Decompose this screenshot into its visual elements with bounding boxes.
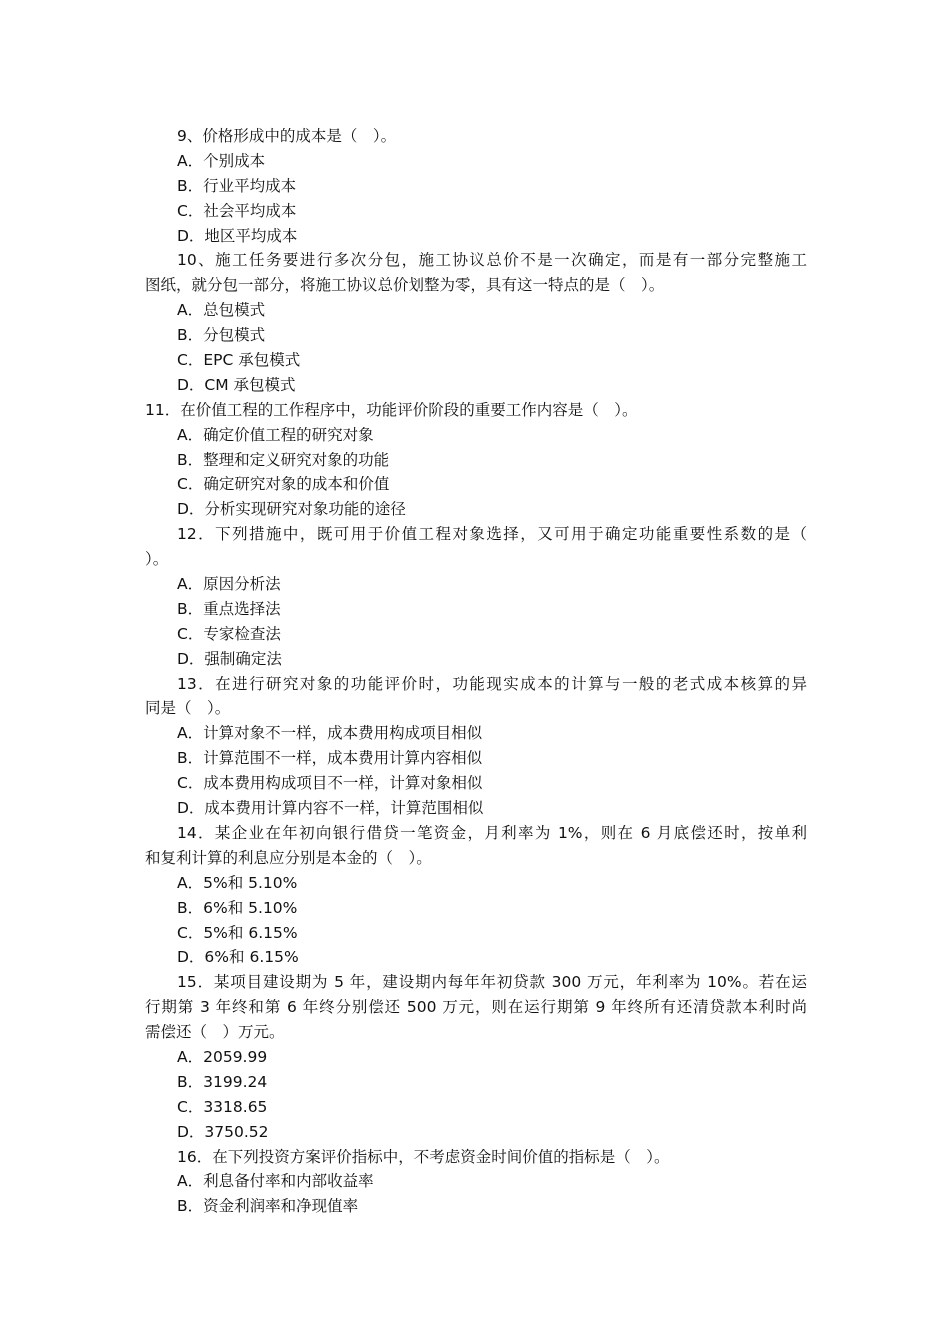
question-16-option-b: B．资金利润率和净现值率 xyxy=(177,1197,359,1216)
question-12-option-c: C．专家检查法 xyxy=(177,624,281,643)
question-12-option-a: A．原因分析法 xyxy=(177,575,281,594)
question-9-option-b: B．行业平均成本 xyxy=(177,176,297,195)
question-9-option-d: D．地区平均成本 xyxy=(177,226,298,245)
question-11-option-b: B．整理和定义研究对象的功能 xyxy=(177,450,390,469)
question-10-stem-line-1: 10、施工任务要进行多次分包，施工协议总价不是一次确定，而是有一部分完整施工 xyxy=(177,251,807,270)
question-10-option-a: A．总包模式 xyxy=(177,301,266,320)
question-14-stem-line-2: 和复利计算的利息应分别是本金的（ ）。 xyxy=(145,848,432,867)
question-15-option-a: A．2059.99 xyxy=(177,1047,268,1066)
question-15-stem-line-1: 15．某项目建设期为 5 年，建设期内每年年初贷款 300 万元，年利率为 10%。若在运 xyxy=(177,973,807,992)
question-14-option-d: D．6%和 6.15% xyxy=(177,948,299,967)
question-9-option-a: A．个别成本 xyxy=(177,151,266,170)
question-15-option-d: D．3750.52 xyxy=(177,1122,269,1141)
question-16-option-a: A．利息备付率和内部收益率 xyxy=(177,1172,374,1191)
question-11-option-a: A．确定价值工程的研究对象 xyxy=(177,425,374,444)
question-10-option-d: D．CM 承包模式 xyxy=(177,375,296,394)
question-13-stem-line-1: 13．在进行研究对象的功能评价时，功能现实成本的计算与一般的老式成本核算的异 xyxy=(177,674,807,693)
question-10-option-c: C．EPC 承包模式 xyxy=(177,351,301,370)
question-13-option-a: A．计算对象不一样，成本费用构成项目相似 xyxy=(177,724,483,743)
question-11-option-c: C．确定研究对象的成本和价值 xyxy=(177,475,390,494)
question-9-stem: 9、价格形成中的成本是（ ）。 xyxy=(177,127,397,145)
question-10-stem-line-2: 图纸，就分包一部分，将施工协议总价划整为零，具有这一特点的是（ ）。 xyxy=(145,276,665,295)
question-14-option-a: A．5%和 5.10% xyxy=(177,873,298,892)
question-16-stem: 16．在下列投资方案评价指标中，不考虑资金时间价值的指标是（ ）。 xyxy=(177,1147,670,1166)
question-13-stem-line-2: 同是（ ）。 xyxy=(145,699,231,718)
question-9-option-c: C．社会平均成本 xyxy=(177,201,297,220)
question-11-option-d: D．分析实现研究对象功能的途径 xyxy=(177,500,406,519)
question-15-option-b: B．3199.24 xyxy=(177,1072,268,1091)
question-13-option-d: D．成本费用计算内容不一样，计算范围相似 xyxy=(177,799,484,818)
question-11-stem: 11．在价值工程的工作程序中，功能评价阶段的重要工作内容是（ ）。 xyxy=(145,400,638,419)
question-12-stem-line-1: 12．下列措施中，既可用于价值工程对象选择，又可用于确定功能重要性系数的是（ xyxy=(177,525,807,544)
question-list xyxy=(145,124,807,1219)
question-15-stem-line-2: 行期第 3 年终和第 6 年终分别偿还 500 万元，则在运行期第 9 年终所有还清贷款本利时尚 xyxy=(145,998,807,1017)
question-15-option-c: C．3318.65 xyxy=(177,1097,268,1116)
question-12-stem-line-2: ）。 xyxy=(145,550,169,569)
question-12-option-b: B．重点选择法 xyxy=(177,599,281,618)
question-14-option-b: B．6%和 5.10% xyxy=(177,898,298,917)
question-10-option-b: B．分包模式 xyxy=(177,326,266,345)
question-12-option-d: D．强制确定法 xyxy=(177,649,282,668)
question-14-option-c: C．5%和 6.15% xyxy=(177,923,298,942)
question-15-stem-line-3: 需偿还（ ）万元。 xyxy=(145,1023,285,1042)
question-14-stem-line-1: 14．某企业在年初向银行借贷一笔资金，月利率为 1%，则在 6 月底偿还时，按单利 xyxy=(177,823,807,842)
question-13-option-c: C．成本费用构成项目不一样，计算对象相似 xyxy=(177,774,483,793)
question-13-option-b: B．计算范围不一样，成本费用计算内容相似 xyxy=(177,749,483,768)
